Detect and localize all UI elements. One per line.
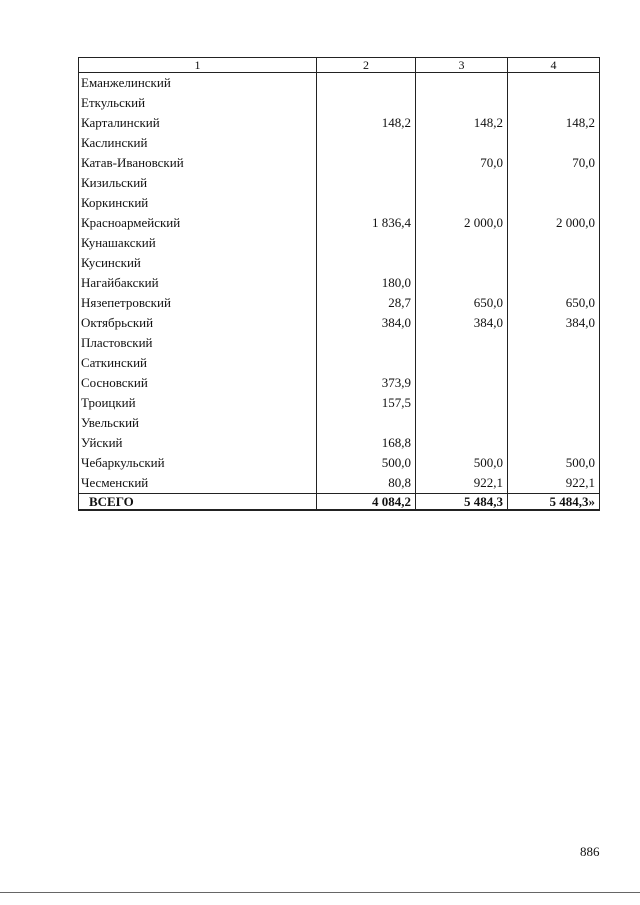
- district-name: Красноармейский: [79, 213, 317, 233]
- table-row: [79, 393, 600, 413]
- value-col-2: [317, 353, 416, 373]
- value-col-3: [416, 273, 508, 293]
- value-col-2: 148,2: [317, 113, 416, 133]
- table-row: [79, 113, 600, 133]
- table-row: [79, 153, 600, 173]
- value-col-4: [508, 333, 600, 353]
- value-col-3: [416, 233, 508, 253]
- table-row: [79, 273, 600, 293]
- value-col-4: [508, 193, 600, 213]
- budget-table: [78, 57, 600, 511]
- value-col-3: 148,2: [416, 113, 508, 133]
- value-col-4: 2 000,0: [508, 213, 600, 233]
- value-col-4: [508, 433, 600, 453]
- table-row: [79, 93, 600, 113]
- total-label: ВСЕГО: [79, 494, 317, 511]
- value-col-2: 500,0: [317, 453, 416, 473]
- value-col-2: [317, 233, 416, 253]
- value-col-2: [317, 73, 416, 94]
- value-col-4: [508, 73, 600, 94]
- district-name: Чебаркульский: [79, 453, 317, 473]
- value-col-2: 80,8: [317, 473, 416, 494]
- value-col-4: [508, 413, 600, 433]
- district-name: Пластовский: [79, 333, 317, 353]
- table-row: [79, 373, 600, 393]
- value-col-3: 384,0: [416, 313, 508, 333]
- value-col-4: 922,1: [508, 473, 600, 494]
- district-name: Нязепетровский: [79, 293, 317, 313]
- value-col-2: 1 836,4: [317, 213, 416, 233]
- district-name: Октябрьский: [79, 313, 317, 333]
- table-row: [79, 73, 600, 94]
- value-col-4: [508, 133, 600, 153]
- value-col-2: [317, 133, 416, 153]
- value-col-4: [508, 273, 600, 293]
- total-value: 5 484,3: [416, 494, 508, 511]
- value-col-2: [317, 153, 416, 173]
- value-col-2: [317, 173, 416, 193]
- value-col-3: [416, 393, 508, 413]
- district-name: Еманжелинский: [79, 73, 317, 94]
- table-row: [79, 353, 600, 373]
- value-col-2: 180,0: [317, 273, 416, 293]
- table-row: [79, 473, 600, 494]
- total-value: 5 484,3»: [508, 494, 600, 511]
- value-col-2: [317, 253, 416, 273]
- value-col-2: [317, 413, 416, 433]
- value-col-2: 168,8: [317, 433, 416, 453]
- value-col-4: [508, 373, 600, 393]
- table-row: [79, 213, 600, 233]
- district-name: Чесменский: [79, 473, 317, 494]
- value-col-2: 384,0: [317, 313, 416, 333]
- footer-divider: [0, 892, 640, 893]
- value-col-3: 500,0: [416, 453, 508, 473]
- table-row: [79, 333, 600, 353]
- value-col-4: [508, 233, 600, 253]
- district-name: Карталинский: [79, 113, 317, 133]
- page-number: 886: [580, 844, 600, 859]
- value-col-4: 148,2: [508, 113, 600, 133]
- district-name: Саткинский: [79, 353, 317, 373]
- value-col-3: 922,1: [416, 473, 508, 494]
- value-col-3: 650,0: [416, 293, 508, 313]
- value-col-3: [416, 253, 508, 273]
- district-name: Кизильский: [79, 173, 317, 193]
- district-name: Каслинский: [79, 133, 317, 153]
- column-header: 1: [79, 58, 317, 73]
- district-name: Нагайбакский: [79, 273, 317, 293]
- column-header: 2: [317, 58, 416, 73]
- district-name: Увельский: [79, 413, 317, 433]
- value-col-4: 500,0: [508, 453, 600, 473]
- table-row: [79, 193, 600, 213]
- value-col-4: [508, 393, 600, 413]
- value-col-3: [416, 433, 508, 453]
- value-col-4: 70,0: [508, 153, 600, 173]
- value-col-3: 2 000,0: [416, 213, 508, 233]
- value-col-2: [317, 93, 416, 113]
- value-col-4: [508, 173, 600, 193]
- value-col-3: [416, 353, 508, 373]
- column-header: 3: [416, 58, 508, 73]
- value-col-3: 70,0: [416, 153, 508, 173]
- district-name: Сосновский: [79, 373, 317, 393]
- value-col-3: [416, 93, 508, 113]
- table-total-row: [79, 494, 600, 511]
- table-row: [79, 173, 600, 193]
- value-col-3: [416, 173, 508, 193]
- value-col-4: 650,0: [508, 293, 600, 313]
- value-col-3: [416, 413, 508, 433]
- district-name: Уйский: [79, 433, 317, 453]
- value-col-2: 373,9: [317, 373, 416, 393]
- district-name: Еткульский: [79, 93, 317, 113]
- value-col-2: [317, 333, 416, 353]
- value-col-3: [416, 133, 508, 153]
- table-row: [79, 453, 600, 473]
- value-col-3: [416, 193, 508, 213]
- table-row: [79, 233, 600, 253]
- value-col-2: 28,7: [317, 293, 416, 313]
- district-name: Коркинский: [79, 193, 317, 213]
- district-name: Кунашакский: [79, 233, 317, 253]
- value-col-4: [508, 353, 600, 373]
- district-name: Кусинский: [79, 253, 317, 273]
- table-row: [79, 313, 600, 333]
- table-row: [79, 133, 600, 153]
- table-header-row: [79, 58, 600, 73]
- value-col-2: [317, 193, 416, 213]
- district-name: Катав-Ивановский: [79, 153, 317, 173]
- table-row: [79, 293, 600, 313]
- value-col-4: [508, 93, 600, 113]
- value-col-2: 157,5: [317, 393, 416, 413]
- value-col-4: 384,0: [508, 313, 600, 333]
- value-col-3: [416, 373, 508, 393]
- total-value: 4 084,2: [317, 494, 416, 511]
- table-row: [79, 253, 600, 273]
- value-col-4: [508, 253, 600, 273]
- district-name: Троицкий: [79, 393, 317, 413]
- value-col-3: [416, 73, 508, 94]
- value-col-3: [416, 333, 508, 353]
- table-row: [79, 413, 600, 433]
- table-row: [79, 433, 600, 453]
- column-header: 4: [508, 58, 600, 73]
